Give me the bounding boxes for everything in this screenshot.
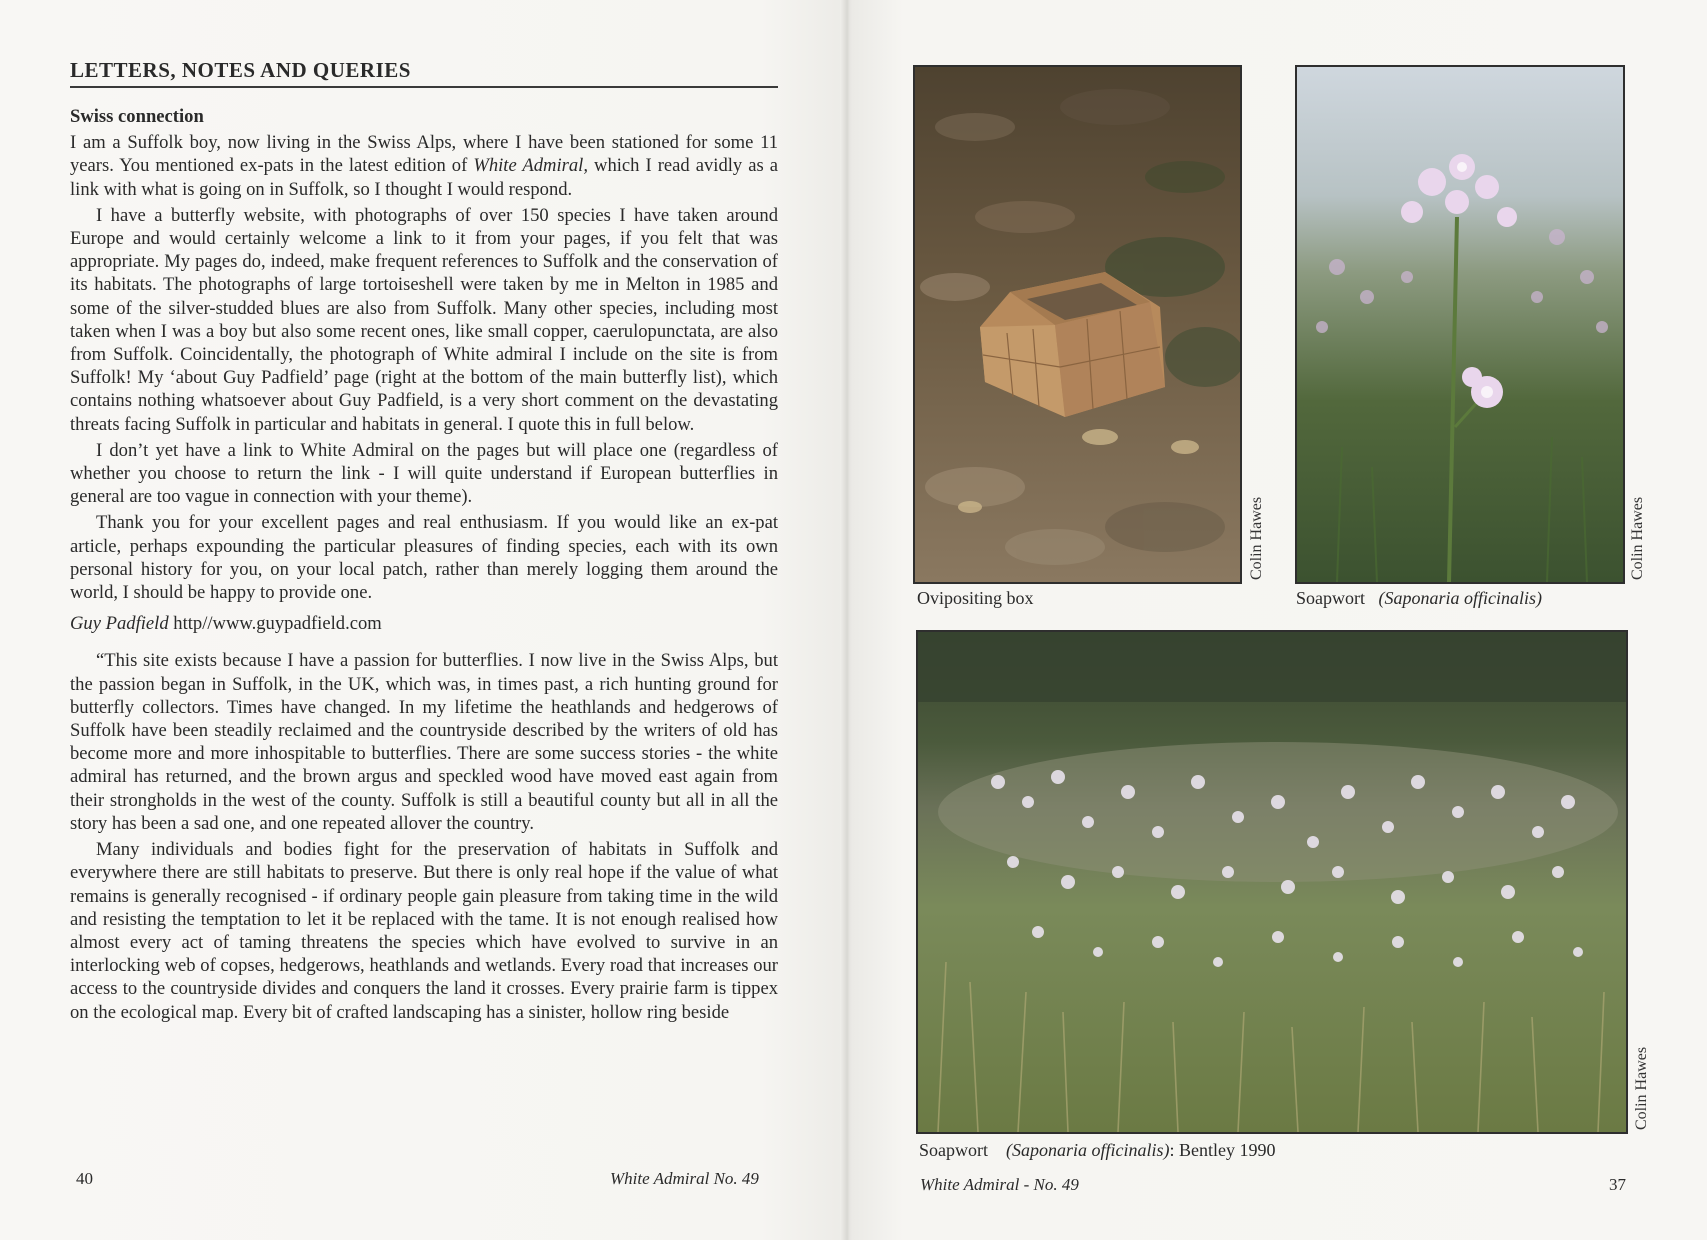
photo2-caption [1296, 588, 1542, 609]
p1-text-a: I am a Suffolk boy, now living in the Swiss Alps, where I have been stationed for some 11 years. You mentioned ex-pats in the latest edition of [70, 132, 778, 177]
photo-soapwort-closeup [1295, 65, 1625, 584]
paragraph-3: I don’t yet have a link to White Admiral on the pages but will place one (regardless of whether you choose to return the link - I will quite understand if European butterflies in general are too vague in connection with your theme). [70, 439, 778, 508]
letter-article [70, 105, 778, 1027]
photo3-caption-common: Soapwort [919, 1140, 988, 1160]
signature [70, 612, 778, 635]
left-page [0, 0, 845, 1240]
photo3-caption-latin: (Saponaria officinalis) [1006, 1140, 1170, 1160]
photo-soapwort-field [916, 630, 1628, 1134]
running-title-left: White Admiral No. 49 [610, 1169, 759, 1188]
paragraph-4: Thank you for your excellent pages and real enthusiasm. If you would like an ex-pat article, perhaps expounding the particular pleasures of finding species, each with its own personal history for you, on your local patch, rather than merely logging them around the world, I should be happy to provide one. [70, 512, 778, 604]
running-title-right: White Admiral - No. 49 [920, 1175, 1079, 1194]
signature-name: Guy Padfield [70, 613, 169, 635]
p1-italic-title: White Admiral, [473, 155, 588, 177]
page-number-right: 37 [1609, 1175, 1626, 1194]
ovipositing-box-image [915, 67, 1240, 582]
paragraph-2: I have a butterfly website, with photographs of over 150 species I have taken around Europe and would certainly welcome a link to it from your pages, if you felt that was appropriate. My pages do, indeed, make frequent references to Suffolk and the conservation of its habitats. The photographs of large tortoiseshell were taken by me in Melton in 1985 and some of the silver-studded blues are also from Suffolk. Many other species, including most taken when I was a boy but also some recent ones, like small copper, caerulopunctata, are also from Suffolk. Coincidentally, the photograph of White admiral I include on the site is from Suffolk! My ‘about Guy Padfield’ page (right at the bottom of the main butterfly list), which contains nothing whatsoever about Guy Padfield, is a very short comment on the devastating threats facing Suffolk in particular and habitats in general. I quote this in full below. [70, 204, 778, 435]
soapwort-field-image [918, 632, 1626, 1132]
section-heading: LETTERS, NOTES AND QUERIES [70, 58, 778, 88]
photo-ovipositing-box [913, 65, 1242, 584]
photo2-credit: Colin Hawes [1629, 496, 1646, 580]
photo3-caption [919, 1140, 1276, 1161]
photo2-caption-latin: (Saponaria officinalis) [1378, 588, 1542, 608]
p1-text-b: which I read avidly as a link with what is going on in Suffolk, so I thought I would respond. [70, 155, 779, 200]
article-title: Swiss connection [70, 106, 204, 127]
quote-paragraph-2: Many individuals and bodies fight for the preservation of habitats in Suffolk and everywhere there are still habitats to preserve. But there is only real hope if the value of what remains is generally recognised - if ordinary people gain pleasure from taking time in the wild and resisting the temptation to let it be replaced with the tame. It is not enough realised how almost every act of taming threatens the species which have evolved to survive in an interlocking web of copses, hedgerows, heathlands and wetlands. Every road that increases our access to the countryside divides and conquers the land it crosses. Every prairie farm is tippex on the ecological map. Every bit of crafted landscaping has a sinister, hollow ring beside [70, 839, 778, 1023]
soapwort-closeup-image [1297, 67, 1623, 582]
photo3-credit: Colin Hawes [1633, 1046, 1650, 1130]
quote-paragraph-1: “This site exists because I have a passion for butterflies. I now live in the Swiss Alps, but the passion began in Suffolk, in the UK, which was, in times past, a rich hunting ground for butterfly collectors. Times have changed. In my lifetime the heathlands and hedgerows of Suffolk have been steadily reclaimed and the countryside described by the writers of old has become more and more inhospitable to butterflies. There are some success stories - the white admiral has returned, and the brown argus and speckled wood have moved east again from their strongholds in the west of the county. Suffolk is still a beautiful county but all in all the story has been a sad one, and one repeated allover the country. [70, 650, 778, 834]
paragraph-1 [70, 131, 778, 201]
page-number-left: 40 [76, 1169, 93, 1188]
photo3-caption-suffix: : Bentley 1990 [1169, 1140, 1276, 1160]
signature-url: http//www.guypadfield.com [168, 613, 382, 635]
photo2-caption-common: Soapwort [1296, 588, 1365, 608]
photo1-credit: Colin Hawes [1248, 496, 1265, 580]
photo1-caption: Ovipositing box [917, 588, 1034, 608]
